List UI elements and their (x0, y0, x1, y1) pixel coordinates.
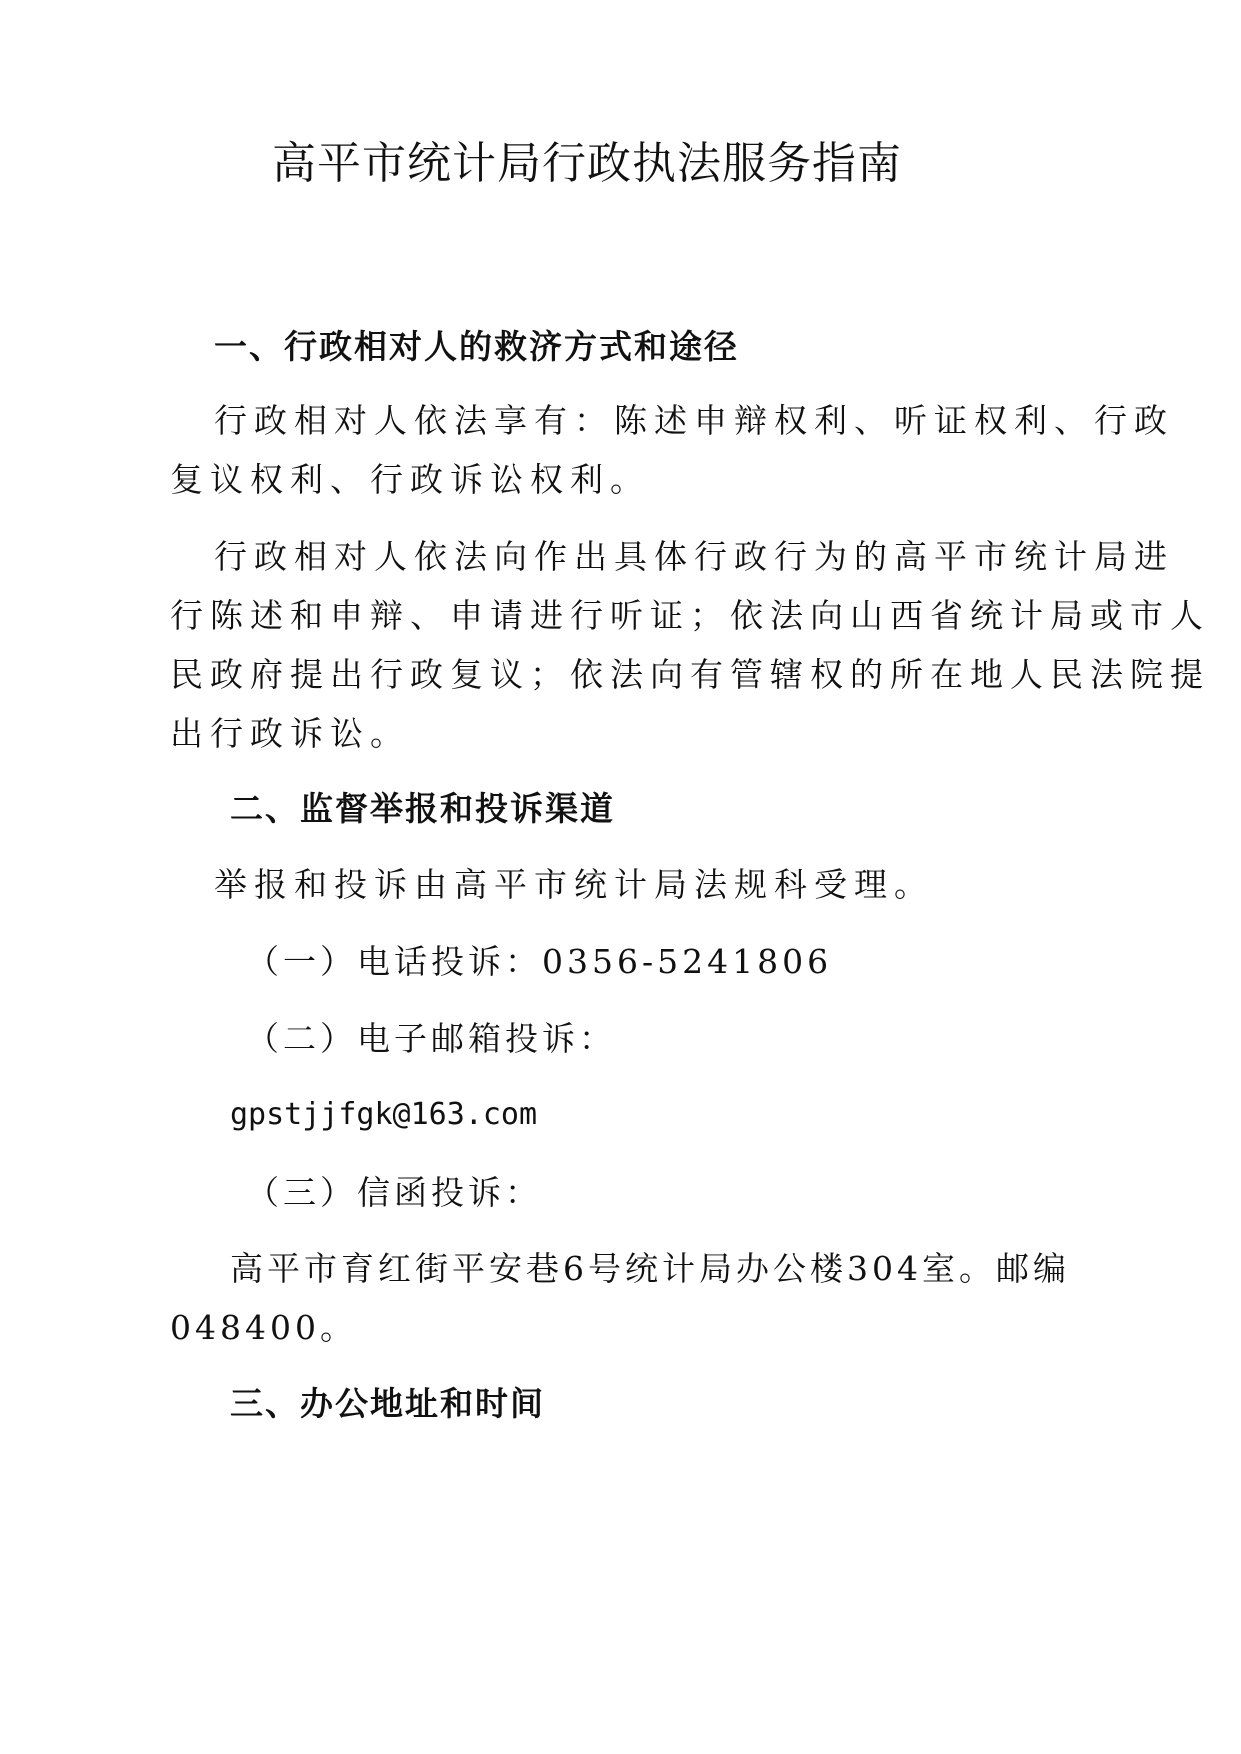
section-heading-remedies: 一、行政相对人的救济方式和途径 (214, 327, 739, 366)
complaint-email-address: gpstjjfgk@163.com (230, 1097, 538, 1132)
section-heading-office: 三、办公地址和时间 (230, 1384, 545, 1423)
complaints-intro: 举报和投诉由高平市统计局法规科受理。 (214, 865, 934, 904)
paragraph-procedure-line-4: 出行政诉讼。 (170, 714, 410, 753)
document-title: 高平市统计局行政执法服务指南 (272, 138, 902, 189)
mailing-address-line-2: 048400。 (170, 1308, 357, 1347)
paragraph-procedure-line-1: 行政相对人依法向作出具体行政行为的高平市统计局进 (214, 537, 1174, 576)
paragraph-rights-line-1: 行政相对人依法享有：陈述申辩权利、听证权利、行政 (214, 401, 1174, 440)
mailing-address-line-1: 高平市育红街平安巷6号统计局办公楼304室。邮编 (230, 1249, 1070, 1288)
paragraph-procedure-line-2: 行陈述和申辩、申请进行听证；依法向山西省统计局或市人 (170, 596, 1210, 635)
paragraph-rights-line-2: 复议权利、行政诉讼权利。 (170, 460, 650, 499)
email-complaint-label: （二）电子邮箱投诉： (246, 1019, 616, 1058)
phone-complaint: （一）电话投诉：0356-5241806 (246, 942, 833, 981)
letter-complaint-label: （三）信函投诉： (246, 1173, 542, 1212)
section-heading-complaints: 二、监督举报和投诉渠道 (230, 789, 615, 828)
paragraph-procedure-line-3: 民政府提出行政复议；依法向有管辖权的所在地人民法院提 (170, 655, 1210, 694)
